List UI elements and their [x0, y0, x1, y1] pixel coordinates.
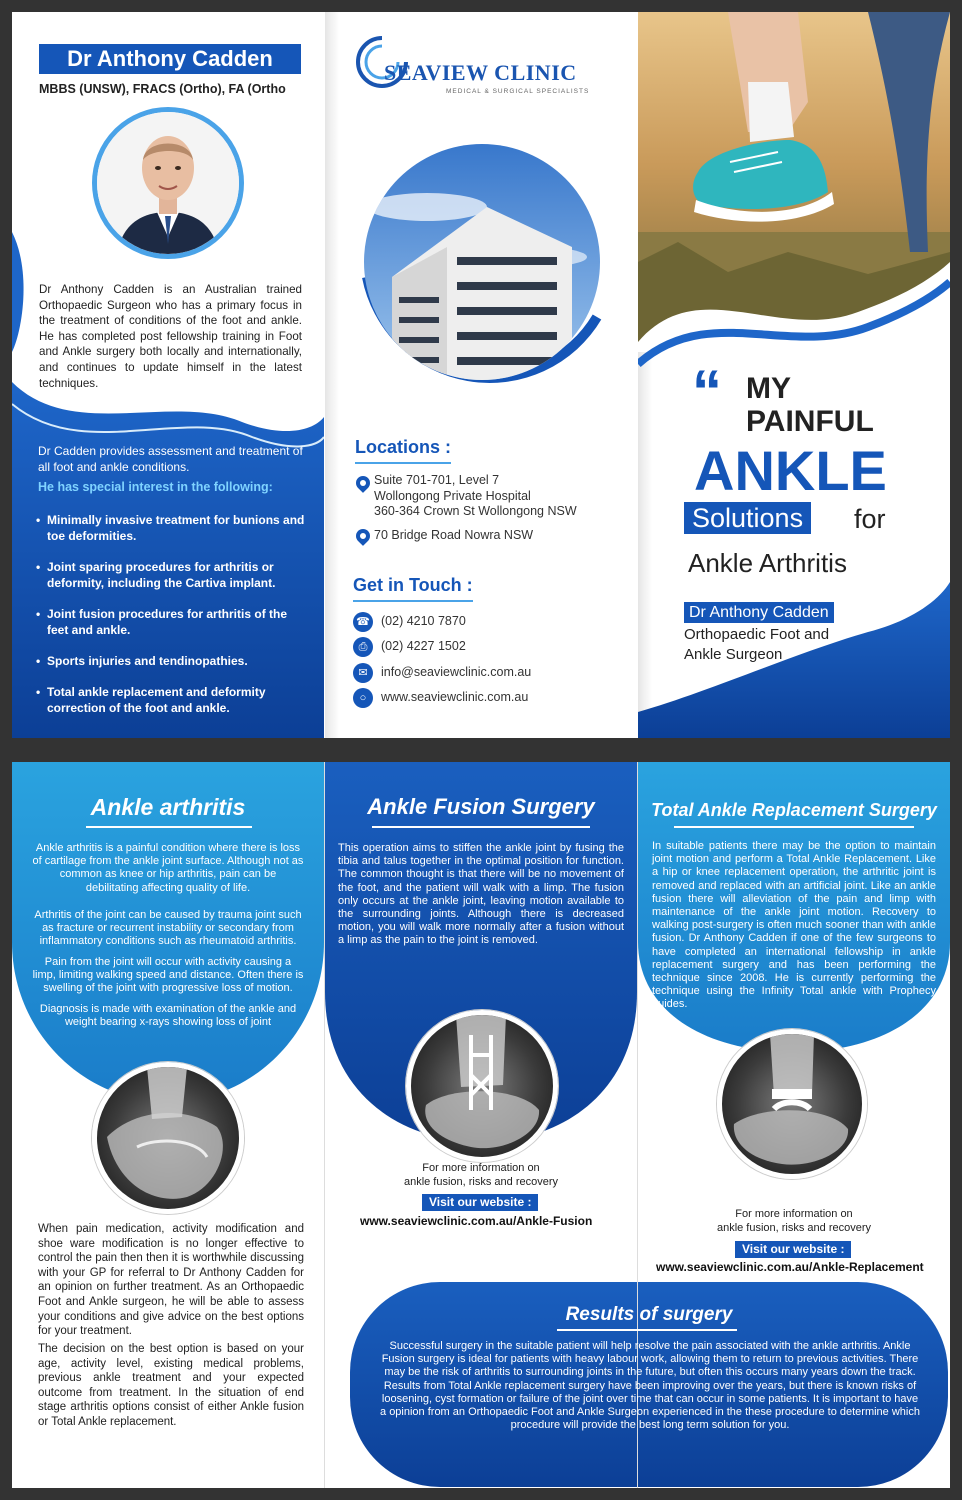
- brochure-back-sheet: [12, 762, 950, 1488]
- ankle-replacement-xray: [717, 1029, 867, 1179]
- total-ankle-replacement-title: Total Ankle Replacement Surgery: [651, 800, 937, 820]
- locations-heading: Locations :: [355, 437, 451, 458]
- replacement-more-info: For more information on ankle fusion, risks and recovery: [716, 1208, 872, 1234]
- replacement-visit-website-badge: Visit our website :: [735, 1241, 851, 1258]
- globe-icon: ○: [353, 688, 373, 708]
- arthritis-para-6: The decision on the best option is based on your age, activity level, existing medical problems, previous ankle treatment and your expected outcome from treatment. In the situation of end stage arthritis options consist of either Ankle fusion or Total Ankle replacement.: [38, 1343, 304, 1428]
- doctor-bio: Dr Anthony Cadden is an Australian trained Orthopaedic Surgeon who has a primary focus in the treatment of conditions of the foot and ankle. He has completed post fellowship training in Foot and Ankle surgery both locally and internationally, and continues to update himself in the latest techniques.: [39, 283, 302, 390]
- list-item: • Minimally invasive treatment for bunions and toe deformities.: [36, 512, 306, 544]
- arthritis-para-2: Arthritis of the joint can be caused by trauma joint such as fracture or recurrent instability or secondary from inflammatory conditions such as rheumatoid arthritis.: [34, 909, 302, 948]
- cover-title-line5: Ankle Arthritis: [688, 548, 847, 578]
- doctor-profile-panel: [12, 12, 324, 738]
- results-title: Results of surgery: [565, 1304, 733, 1325]
- arthritis-para-4: Diagnosis is made with examination of the ankle and weight bearing x-rays showing loss of joint: [39, 1003, 297, 1029]
- doctor-qualifications: MBBS (UNSW), FRACS (Ortho), FA (Ortho: [39, 82, 286, 96]
- doctor-photo: [92, 107, 244, 259]
- arthritis-para-1: Ankle arthritis is a painful condition where there is loss of cartilage from the ankle joint surface. Although not as common as knee or hip arthritis, pain can be debilitating affecting quality of life.: [32, 842, 304, 894]
- doctor-name-bar: Dr Anthony Cadden: [39, 44, 301, 74]
- cover-title-line3: ANKLE: [694, 439, 887, 502]
- cover-doctor-role: Orthopaedic Foot and Ankle Surgeon: [684, 626, 830, 663]
- arthritis-para-3: Pain from the joint will occur with activity causing a limp, limiting walking speed and distance. Often there is swelling of the joint with progressive loss of motion.: [32, 956, 304, 995]
- replacement-website-link[interactable]: www.seaviewclinic.com.au/Ankle-Replacement: [656, 1260, 924, 1274]
- fusion-website-link[interactable]: www.seaviewclinic.com.au/Ankle-Fusion: [360, 1214, 593, 1228]
- contact-website[interactable]: ○ www.seaviewclinic.com.au: [353, 688, 633, 708]
- contact-phone[interactable]: ☎ (02) 4210 7870: [353, 612, 633, 632]
- cover-doctor-name: Dr Anthony Cadden: [684, 602, 834, 623]
- ankle-fusion-title: Ankle Fusion Surgery: [367, 794, 595, 819]
- cover-title-line2: PAINFUL: [746, 405, 874, 438]
- quote-mark: “: [692, 358, 722, 425]
- contact-email[interactable]: ✉ info@seaviewclinic.com.au: [353, 663, 633, 683]
- phone-icon: ☎: [353, 612, 373, 632]
- contact-heading: Get in Touch :: [353, 575, 473, 596]
- replacement-para-1: In suitable patients there may be the option to maintain joint motion and perform a Total Ankle Replacement. Like a hip or knee replacement operation, the arthritic joint is removed and replaced with an artificial joint. Like an ankle fusion there will alleviation of the pain and limp with maintenance of the ankle joint motion. Recovery to walking post-surgery is often much sooner than with ankle fusion. Dr Anthony Cadden if one of the few surgeons to have completed an international fellowship in ankle replacement surgery and has been performing the technique since 2008. He is currently performing the technique using the Infinity Total ankle with Prophecy guides.: [652, 840, 936, 1011]
- clinic-logo-name: SEAVIEW CLINIC: [384, 60, 577, 85]
- fax-icon: ⎙: [353, 637, 373, 657]
- email-icon: ✉: [353, 663, 373, 683]
- contact-fax[interactable]: ⎙ (02) 4227 1502: [353, 637, 633, 657]
- solutions-badge: Solutions: [684, 502, 811, 534]
- cover-title-line1: MY: [746, 372, 791, 405]
- list-item: • Total ankle replacement and deformity correction of the foot and ankle.: [36, 684, 306, 716]
- arthritis-para-5: When pain medication, activity modification and shoe ware modification is no longer effective to control the pain then then it is worthwhile discussing with your GP for referral to Dr Anthony Cadden for an opinion on further treatment. As an Orthopaedic Foot and Ankle surgeon, he will be able to assess your conditions and give advice on the best options for your treatment.: [38, 1223, 304, 1338]
- results-para-1: Successful surgery in the suitable patient will help resolve the pain associated with the ankle arthritis. Ankle Fusion surgery is ideal for patients with heavy labour work, allowing them to return to previous activities. There may be the risk of arthritis to surrounding joints in the future, but often this occurs many years down the track. Results from Total Ankle replacement surgery have been improving over the years, but there is known risks of loosening, cyst formation or failure of the joint over time that can occur in some patients. It is important to have a opinion from an Orthopaedic Foot and Ankle Surgeon experienced in the these procedure to determine which procedure will provide the best long term solution for you.: [380, 1340, 920, 1432]
- location-address-2: 70 Bridge Road Nowra NSW: [374, 528, 534, 542]
- special-interest-heading: He has special interest in the following:: [38, 480, 273, 494]
- fusion-visit-website-badge: Visit our website :: [422, 1194, 538, 1211]
- clinic-logo-tagline: MEDICAL & SURGICAL SPECIALISTS: [446, 88, 590, 95]
- list-item: • Joint sparing procedures for arthritis or deformity, including the Cartiva implant.: [36, 559, 306, 591]
- ankle-arthritis-xray: [92, 1062, 244, 1214]
- cover-for: for: [854, 504, 886, 534]
- fusion-more-info: For more information on ankle fusion, risks and recovery: [403, 1162, 559, 1188]
- location-address-1: Suite 701-701, Level 7 Wollongong Private Hospital 360-364 Crown St Wollongong NSW: [374, 473, 577, 518]
- doctor-provides-text: Dr Cadden provides assessment and treatment of all foot and ankle conditions.: [38, 444, 303, 474]
- ankle-arthritis-title: Ankle arthritis: [90, 794, 246, 820]
- ankle-fusion-xray: [406, 1010, 558, 1162]
- list-item: • Sports injuries and tendinopathies.: [36, 653, 306, 669]
- hospital-building-photo: [337, 117, 627, 417]
- list-item: • Joint fusion procedures for arthritis of the feet and ankle.: [36, 606, 306, 638]
- special-interest-list: [36, 512, 306, 731]
- fusion-para-1: This operation aims to stiffen the ankle joint by fusing the tibia and talus together in the optimal position for function. The common thought is that there will be no movement of the foot, and the patient will walk with a limp. The fusion only occurs at the ankle joint, leaving motion available to the surrounding joints. Although there is decreased motion, you will walk more normally after a fusion without a limp as the pain to the joint is removed.: [338, 842, 624, 947]
- brochure-front-sheet: [12, 12, 950, 738]
